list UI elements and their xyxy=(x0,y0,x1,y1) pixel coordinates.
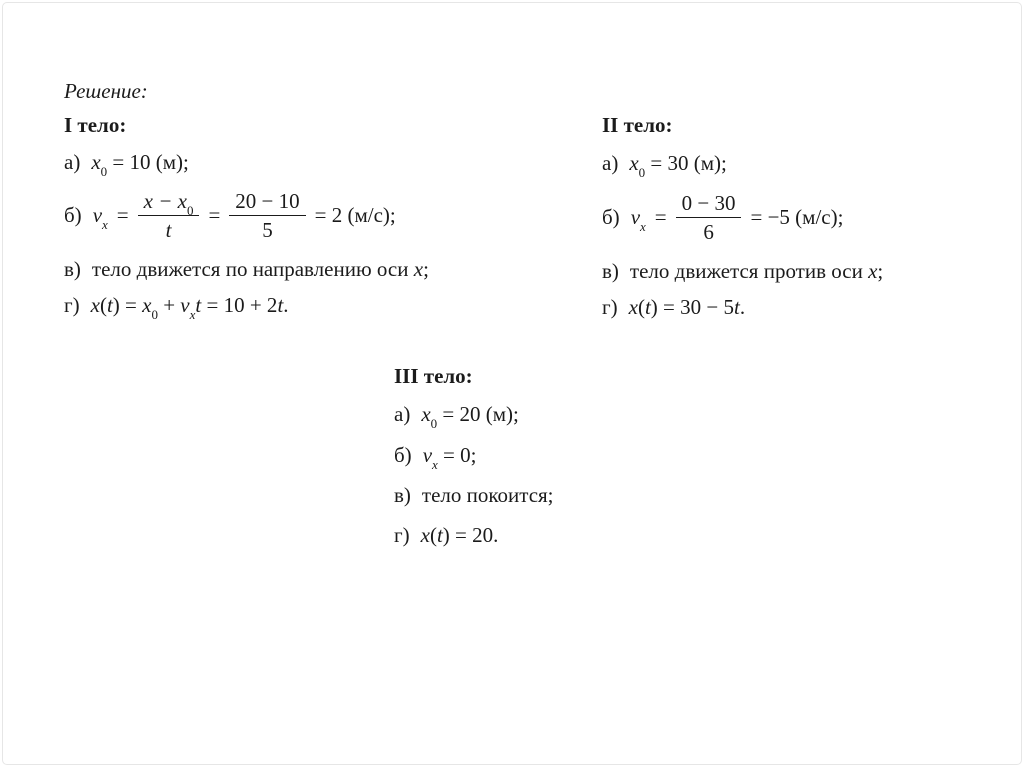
statement-text: тело движется против оси xyxy=(629,258,869,283)
var-v-group xyxy=(630,204,646,235)
subscript-0: 0 xyxy=(100,163,108,179)
var-v: v xyxy=(630,205,641,230)
subscript-0: 0 xyxy=(430,416,438,432)
body3-line-g xyxy=(394,522,554,548)
item-label-g: г) xyxy=(602,295,618,320)
math-token: t xyxy=(277,293,284,318)
body2-line-v xyxy=(602,258,883,284)
var-x: x xyxy=(868,258,878,283)
fraction xyxy=(138,189,200,242)
math-token: = 10 + 2 xyxy=(201,293,278,318)
math-rest: = 20 (м); xyxy=(437,402,519,427)
var-x: x xyxy=(629,151,639,176)
body1-line-g xyxy=(64,292,429,323)
equals-sign: = xyxy=(116,203,129,228)
fraction xyxy=(676,191,742,244)
item-label-a: а) xyxy=(602,151,619,176)
math-token: ( xyxy=(637,295,645,320)
fraction-numerator: 20 − 10 xyxy=(229,189,305,216)
item-label-a: а) xyxy=(64,149,81,174)
math-token: t xyxy=(436,523,443,547)
body1-line-v xyxy=(64,256,429,282)
statement-text: тело движется по направлению оси xyxy=(91,257,414,282)
math-token: ( xyxy=(429,523,437,547)
body3-line-b xyxy=(394,442,554,472)
item-label-v: в) xyxy=(602,258,619,283)
punctuation: ; xyxy=(423,257,429,282)
math-result: = 2 (м/с); xyxy=(314,203,396,228)
fraction-denominator: t xyxy=(165,217,172,242)
subscript-0: 0 xyxy=(151,307,158,323)
math-token: ( xyxy=(99,293,107,318)
statement-text: тело покоится; xyxy=(421,482,554,507)
var-v-group xyxy=(92,202,108,233)
solution-column-3 xyxy=(394,363,554,548)
item-label-b: б) xyxy=(602,205,620,230)
math-token: x xyxy=(90,293,100,318)
var-v: v xyxy=(422,442,433,467)
math-token: t xyxy=(644,295,651,320)
math-token: t xyxy=(195,293,202,318)
math-token: ) = 30 − 5 xyxy=(650,295,734,320)
item-label-v: в) xyxy=(64,257,81,282)
body1-line-b xyxy=(64,189,429,242)
punctuation: . xyxy=(283,293,289,318)
solution-column-2 xyxy=(602,112,883,320)
item-label-b: б) xyxy=(64,203,82,228)
equals-sign: = xyxy=(654,205,667,230)
item-label-a: а) xyxy=(394,402,411,427)
math-token: t xyxy=(733,295,740,320)
item-label-g: г) xyxy=(64,293,80,318)
body2-line-g xyxy=(602,294,883,320)
body2-line-a xyxy=(602,150,883,181)
math-token: x − x xyxy=(143,188,187,213)
var-x: x xyxy=(421,402,431,427)
fraction xyxy=(229,189,305,242)
fraction-numerator xyxy=(138,189,200,216)
solution-column-1 xyxy=(64,78,429,323)
math-rest: = 10 (м); xyxy=(107,149,189,174)
subscript-x: x xyxy=(432,456,438,472)
subscript-0: 0 xyxy=(638,165,646,181)
math-token: x xyxy=(628,295,638,320)
body3-line-a xyxy=(394,401,554,432)
equals-sign: = xyxy=(208,203,221,228)
fraction-denominator: 6 xyxy=(703,219,714,244)
math-token: ) = xyxy=(112,293,143,318)
subscript-0: 0 xyxy=(186,202,194,218)
item-label-g: г) xyxy=(394,523,410,547)
body1-heading: I тело: xyxy=(64,113,127,138)
var-x: x xyxy=(413,257,424,282)
math-token: t xyxy=(106,293,113,318)
fraction-numerator: 0 − 30 xyxy=(676,191,742,218)
solution-title: Решение: xyxy=(64,79,148,103)
subscript-x: x xyxy=(189,307,196,323)
math-token: x xyxy=(420,523,430,547)
var-v: v xyxy=(92,203,103,228)
item-label-b: б) xyxy=(394,442,412,467)
var-x: x xyxy=(91,149,101,174)
math-token: + xyxy=(157,293,181,318)
subscript-x: x xyxy=(640,219,646,235)
body1-line-a xyxy=(64,149,429,179)
punctuation: ; xyxy=(877,258,884,283)
fraction-denominator: 5 xyxy=(262,217,273,242)
math-rest: = 30 (м); xyxy=(645,151,727,176)
math-token: ) = 20. xyxy=(442,523,499,547)
body2-line-b xyxy=(602,191,883,244)
math-result: = −5 (м/с); xyxy=(750,205,844,230)
body3-line-v xyxy=(394,482,554,508)
item-label-v: в) xyxy=(394,482,411,507)
math-rest: = 0; xyxy=(437,442,477,467)
subscript-x: x xyxy=(102,217,108,233)
math-token: x xyxy=(142,293,152,318)
body2-heading: II тело: xyxy=(602,113,673,137)
math-token: v xyxy=(180,293,190,318)
body3-heading: III тело: xyxy=(394,364,473,388)
punctuation: . xyxy=(739,295,746,320)
